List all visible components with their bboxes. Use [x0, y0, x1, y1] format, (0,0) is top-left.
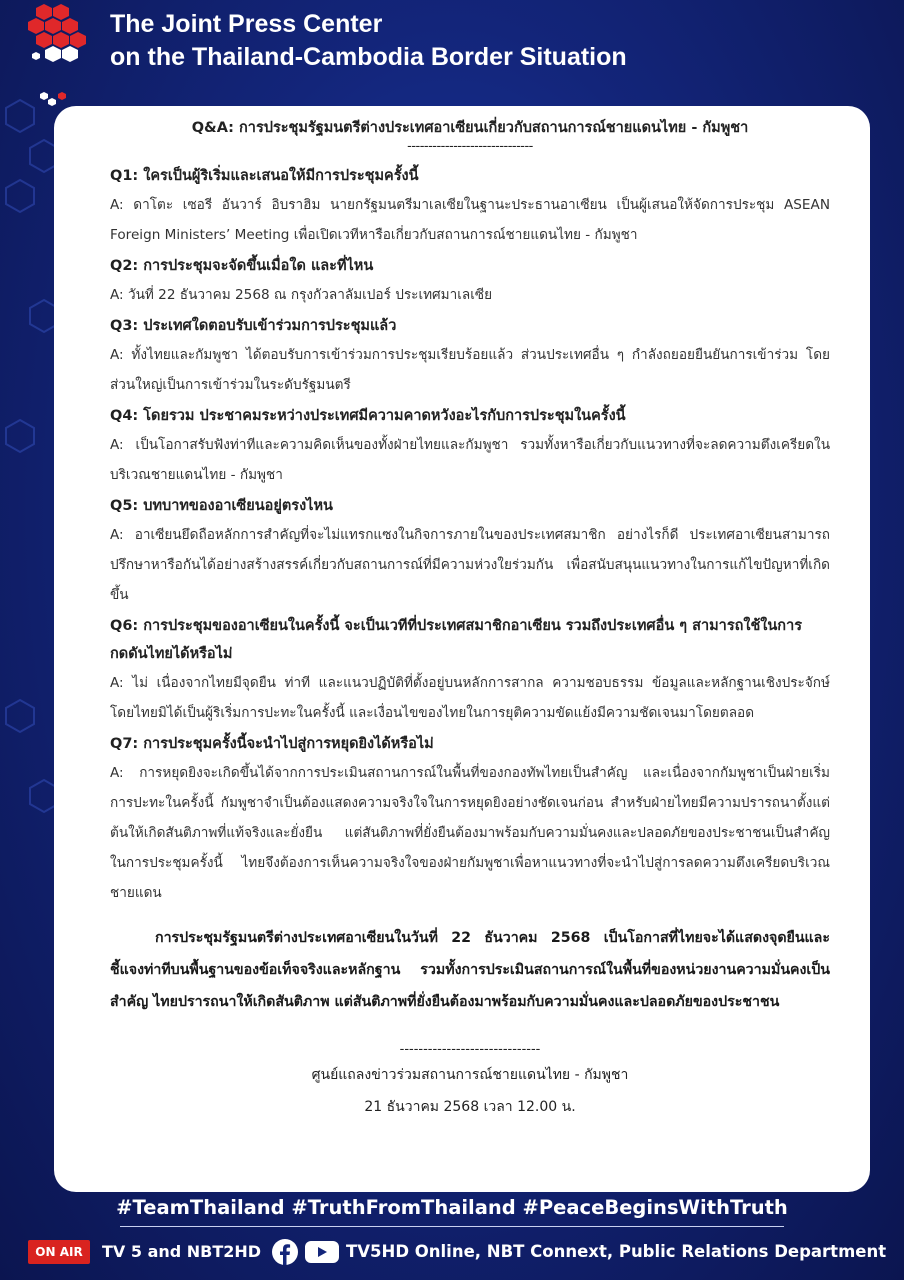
question-6: Q6: การประชุมของอาเซียนในครั้งนี้ จะเป็นเวทีที่ประเทศสมาชิกอาเซียน รวมถึงประเทศอื่น ๆ สามารถใช้ในการกดดันไทยได้หรือไม่: [110, 618, 803, 662]
question-1: Q1: ใครเป็นผู้ริเริ่มและเสนอให้มีการประชุมครั้งนี้: [110, 168, 419, 184]
answer-5: A: อาเซียนยึดถือหลักการสำคัญที่จะไม่แทรกแซงในกิจการภายในของประเทศสมาชิก อย่างไรก็ดี ประเทศอาเซียนสามารถปรึกษาหารือกันได้อย่างสร้างสรรค์เกี่ยวกับสถานการณ์ที่มีความห่วงใยร่วมกัน เพื่อสนับสนุนแนวทางในการแก้ไขปัญหาที่เกิดขึ้น: [110, 527, 830, 603]
header-title: [110, 8, 627, 74]
question-4: Q4: โดยรวม ประชาคมระหว่างประเทศมีความคาดหวังอะไรกับการประชุมในครั้งนี้: [110, 408, 626, 424]
summary-paragraph: การประชุมรัฐมนตรีต่างประเทศอาเซียนในวันที่ 22 ธันวาคม 2568 เป็นโอกาสที่ไทยจะได้แสดงจุดยืนและชี้แจงท่าทีบนพื้นฐานของข้อเท็จจริงและหลักฐาน รวมทั้งการประเมินสถานการณ์ในพื้นที่ของหน่วยงานความมั่นคงเป็นสำคัญ ไทยปรารถนาให้เกิดสันติภาพ แต่สันติภาพที่ยั่งยืนต้องมาพร้อมกับความมั่นคงและปลอดภัยของประชาชน: [110, 930, 830, 1010]
facebook-icon: [272, 1239, 298, 1265]
answer-7: A: การหยุดยิงจะเกิดขึ้นได้จากการประเมินสถานการณ์ในพื้นที่ของกองทัพไทยเป็นสำคัญ และเนื่องจากกัมพูชาเป็นฝ่ายเริ่มการปะทะในครั้งนี้ กัมพูชาจำเป็นต้องแสดงความจริงใจในการหยุดยิงอย่างชัดเจนก่อน สำหรับฝ่ายไทยมีความปรารถนาตั้งแต่ต้นให้เกิดสันติภาพที่แท้จริงและยั่งยืน แต่สันติภาพที่ยั่งยืนต้องมาพร้อมกับความมั่นคงและปลอดภัยของประชาชนเป็นสำคัญ ในการประชุมครั้งนี้ ไทยจึงต้องการเห็นความจริงใจของฝ่ายกัมพูชาเพื่อหาแนวทางที่จะนำไปสู่การลดความตึงเครียดบริเวณชายแดน: [110, 765, 830, 901]
hexagon-pattern-decoration: [0, 90, 60, 850]
document-content: [110, 116, 830, 1122]
qa-item-1: [110, 162, 830, 250]
on-air-badge: ON AIR: [28, 1240, 90, 1264]
signature: ศูนย์แถลงข่าวร่วมสถานการณ์ชายแดนไทย - กัมพูชา: [311, 1067, 629, 1083]
question-5: Q5: บทบาทของอาเซียนอยู่ตรงไหน: [110, 498, 333, 514]
qa-item-5: [110, 492, 830, 610]
closing-separator: ------------------------------: [399, 1042, 541, 1057]
question-2: Q2: การประชุมจะจัดขึ้นเมื่อใด และที่ไหน: [110, 258, 374, 274]
online-platforms: TV5HD Online, NBT Connext, Public Relations Department: [346, 1242, 887, 1261]
qa-item-4: [110, 402, 830, 490]
header-title-line1: The Joint Press Center: [110, 10, 383, 38]
header-title-line2: on the Thailand-Cambodia Border Situation: [110, 43, 627, 71]
qa-item-2: [110, 252, 830, 310]
footer-divider: [120, 1226, 784, 1227]
answer-3: A: ทั้งไทยและกัมพูชา ได้ตอบรับการเข้าร่วมการประชุมเรียบร้อยแล้ว ส่วนประเทศอื่น ๆ กำลังถยอยยืนยันการเข้าร่วม โดยส่วนใหญ่เป็นการเข้าร่วมในระดับรัฐมนตรี: [110, 347, 830, 393]
question-3: Q3: ประเทศใดตอบรับเข้าร่วมการประชุมแล้ว: [110, 318, 397, 334]
qa-item-7: [110, 730, 830, 908]
question-7: Q7: การประชุมครั้งนี้จะนำไปสู่การหยุดยิงได้หรือไม่: [110, 736, 434, 752]
document-title: Q&A: การประชุมรัฐมนตรีต่างประเทศอาเซียนเกี่ยวกับสถานการณ์ชายแดนไทย - กัมพูชา: [191, 120, 749, 136]
answer-4: A: เป็นโอกาสรับฟังท่าทีและความคิดเห็นของทั้งฝ่ายไทยและกัมพูชา รวมทั้งหารือเกี่ยวกับแนวทางที่จะลดความตึงเครียดในบริเวณชายแดนไทย - กัมพูชา: [110, 437, 830, 483]
thailand-map-logo: [22, 4, 92, 114]
qa-item-6: [110, 612, 830, 728]
answer-1: A: ดาโตะ เซอรี อันวาร์ อิบราฮิม นายกรัฐมนตรีมาเลเซียในฐานะประธานอาเซียน เป็นผู้เสนอให้จัดการประชุม ASEAN Foreign Ministers’ Meeting เพื่อเปิดเวทีหารือเกี่ยวกับสถานการณ์ชายแดนไทย - กัมพูชา: [110, 197, 830, 243]
release-date: 21 ธันวาคม 2568 เวลา 12.00 น.: [364, 1099, 576, 1115]
tv-channels: TV 5 and NBT2HD: [102, 1242, 262, 1261]
broadcast-footer: [0, 1234, 904, 1270]
qa-item-3: [110, 312, 830, 400]
hashtags: #TeamThailand #TruthFromThailand #PeaceBeginsWithTruth: [116, 1196, 788, 1219]
answer-2: A: วันที่ 22 ธันวาคม 2568 ณ กรุงกัวลาลัมเปอร์ ประเทศมาเลเซีย: [110, 287, 493, 303]
youtube-icon: [305, 1241, 339, 1263]
title-separator: ------------------------------: [407, 139, 533, 154]
answer-6: A: ไม่ เนื่องจากไทยมีจุดยืน ท่าที และแนวปฏิบัติที่ตั้งอยู่บนหลักการสากล ความชอบธรรม ข้อมูลและหลักฐานเชิงประจักษ์ โดยไทยมิได้เป็นผู้ริเริ่มการปะทะในครั้งนี้ และเงื่อนไขของไทยในการยุติความขัดแย้งมีความชัดเจนมาโดยตลอด: [110, 675, 830, 721]
